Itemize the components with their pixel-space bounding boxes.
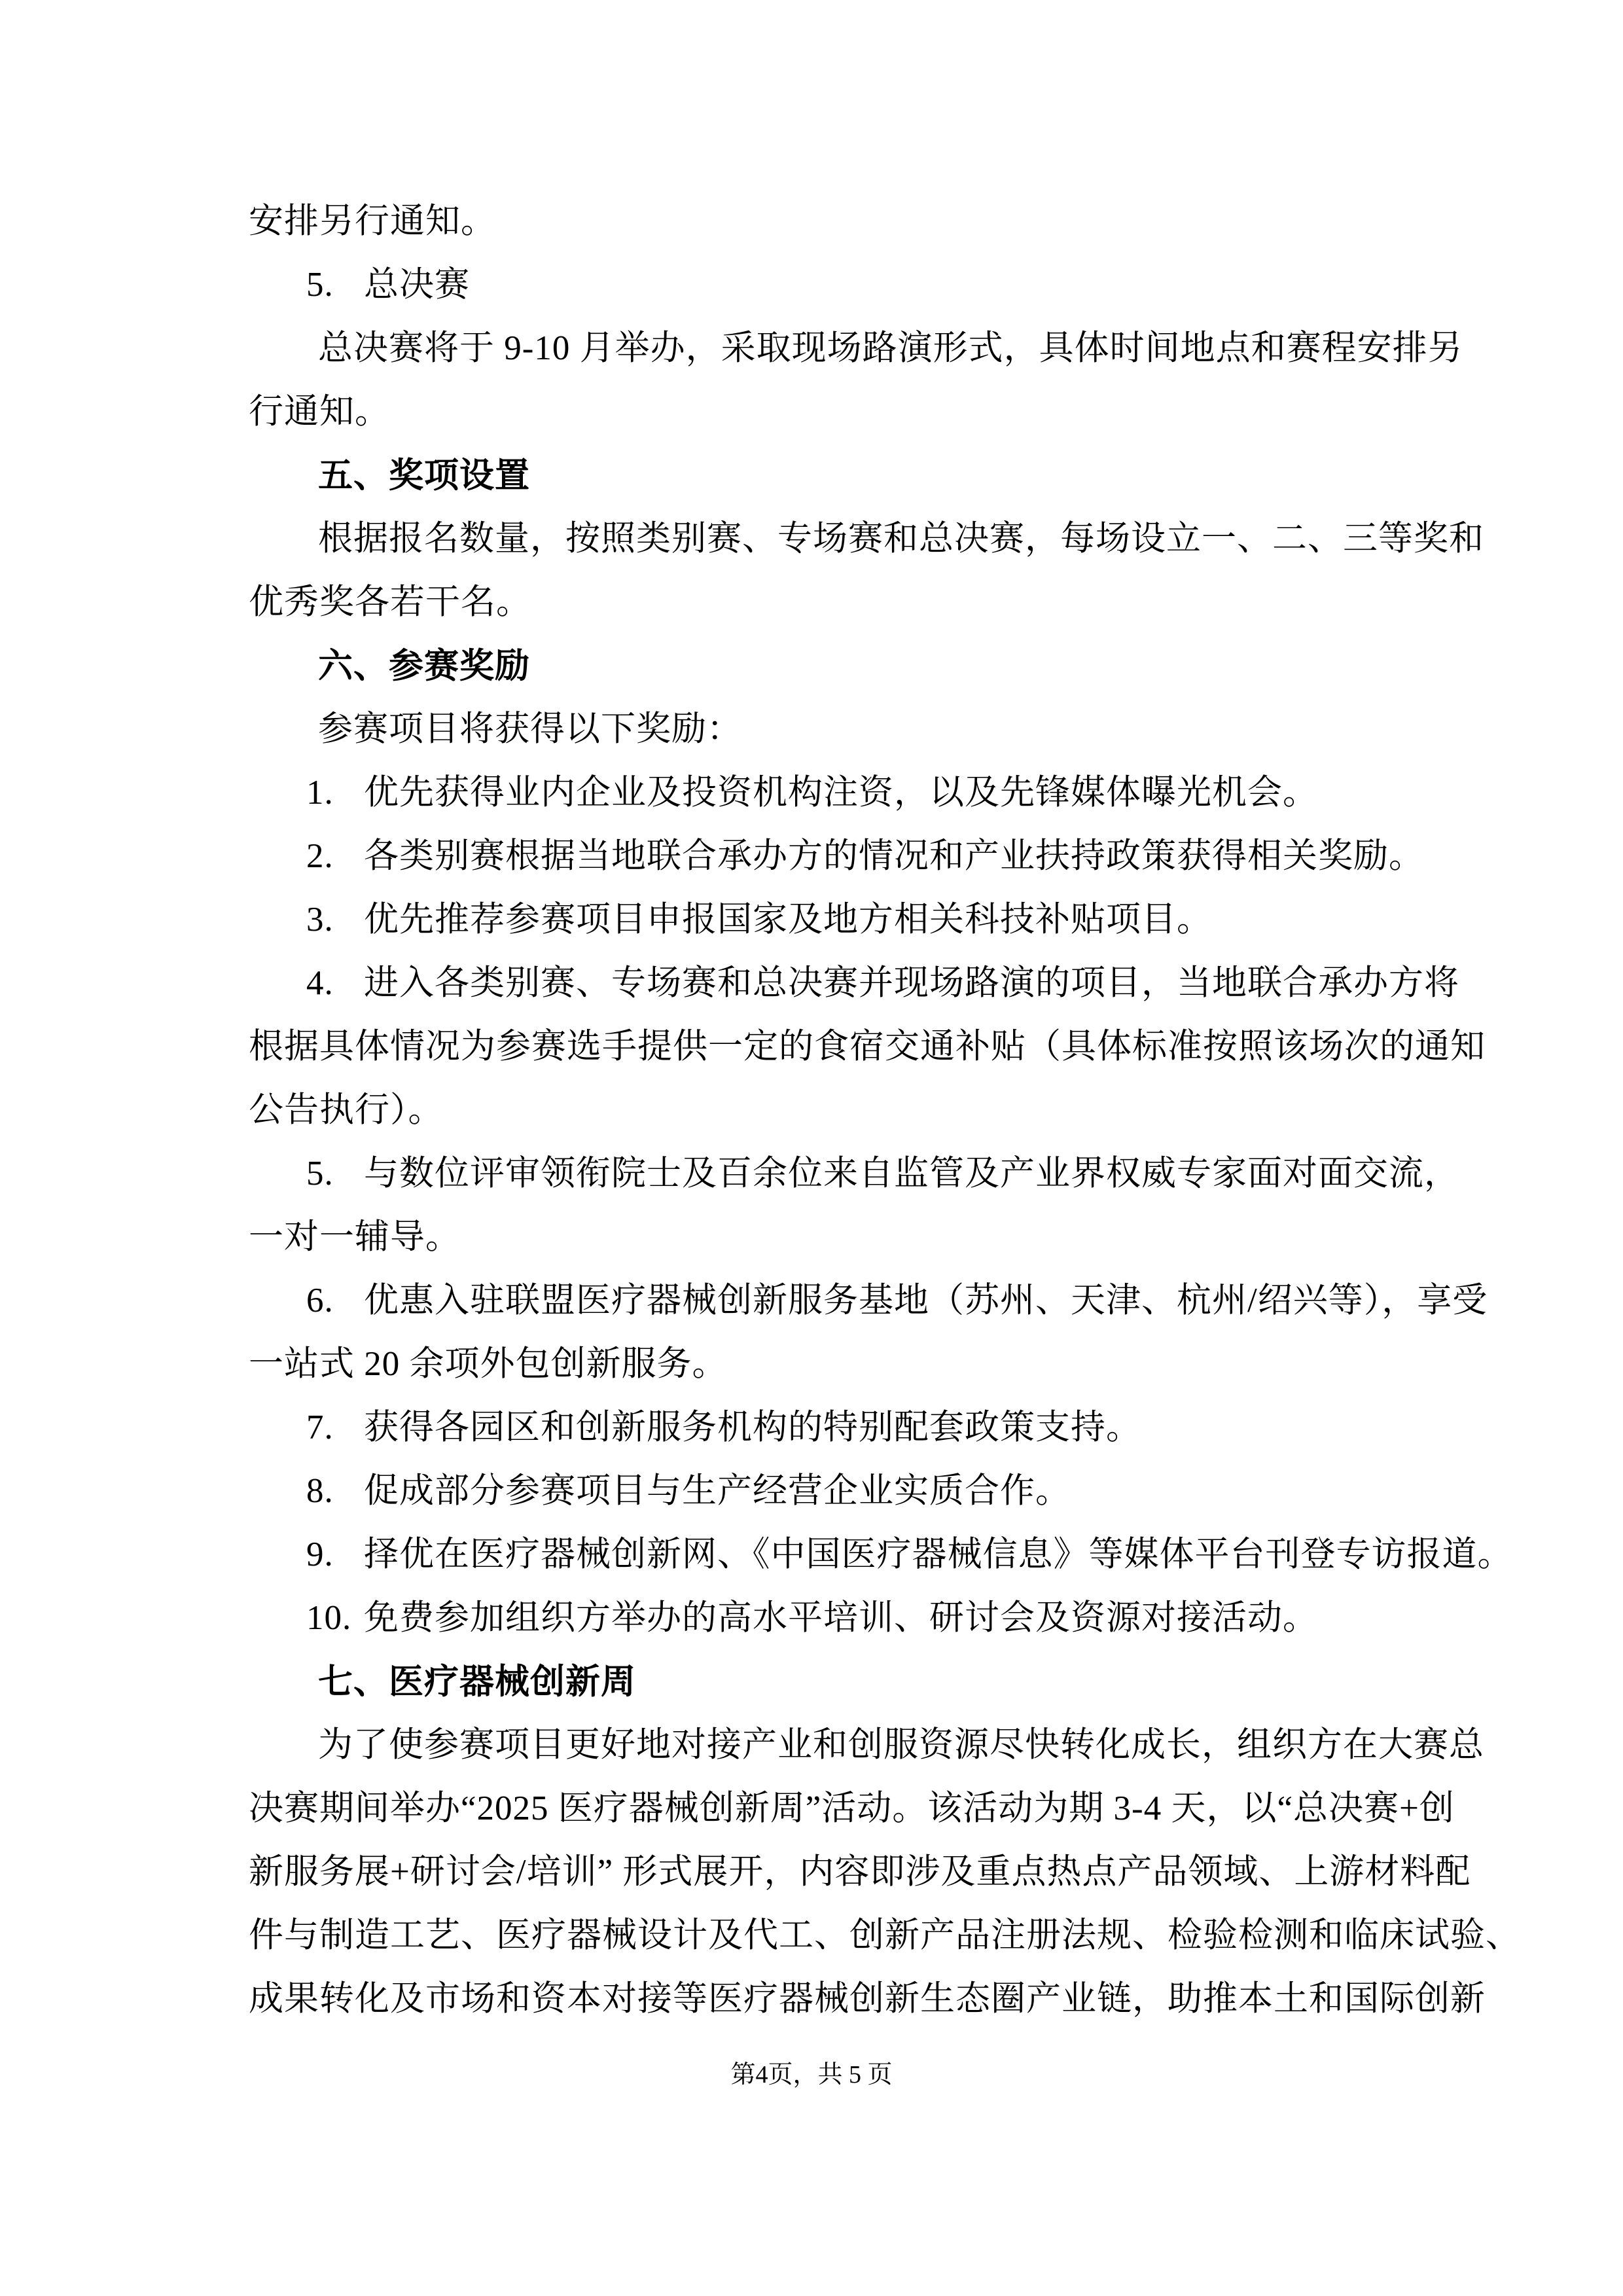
line-text: 六、参赛奖励 <box>318 647 530 685</box>
line-text: 择优在医疗器械创新网、《中国医疗器械信息》等媒体平台刊登专访报道。 <box>364 1535 1513 1573</box>
text-line <box>249 1333 1407 1396</box>
line-text: 一对一辅导。 <box>249 1218 461 1256</box>
line-text: 总决赛 <box>364 266 470 304</box>
text-line <box>249 1777 1455 1840</box>
line-text: 促成部分参赛项目与生产经营企业实质合作。 <box>364 1472 1071 1510</box>
page-footer <box>0 2055 1623 2094</box>
text-line <box>249 825 1424 888</box>
line-text: 七、医疗器械创新周 <box>318 1662 636 1701</box>
text-line <box>249 1967 1486 2031</box>
text-line <box>249 952 1459 1015</box>
text-line <box>249 1840 1471 1904</box>
text-line <box>249 1396 1407 1460</box>
text-line <box>249 571 1407 634</box>
list-number: 7. <box>306 1408 334 1446</box>
page-number-text: 第4页，共 5 页 <box>730 2061 893 2089</box>
line-text: 免费参加组织方举办的高水平培训、研讨会及资源对接活动。 <box>364 1599 1318 1637</box>
text-line <box>249 1269 1488 1333</box>
section-heading <box>249 1650 1407 1713</box>
list-number: 4. <box>306 964 334 1002</box>
text-line <box>249 253 1407 317</box>
list-number: 1. <box>306 774 334 812</box>
line-text: 安排另行通知。 <box>249 202 496 240</box>
text-line <box>249 190 1407 253</box>
document-body <box>249 190 1521 2031</box>
list-number: 8. <box>306 1472 334 1510</box>
line-text: 行通知。 <box>249 393 390 431</box>
text-line <box>249 1904 1521 1967</box>
list-number: 2. <box>306 837 334 875</box>
section-heading <box>249 444 1407 507</box>
line-text: 优先获得业内企业及投资机构注资，以及先锋媒体曝光机会。 <box>364 774 1318 812</box>
text-line <box>249 1015 1486 1079</box>
list-number: 5. <box>306 266 334 304</box>
line-text: 件与制造工艺、医疗器械设计及代工、创新产品注册法规、检验检测和临床试验、 <box>249 1916 1521 1954</box>
text-line <box>249 380 1407 444</box>
text-line <box>249 1079 1407 1142</box>
list-number: 9. <box>306 1535 334 1573</box>
line-text: 为了使参赛项目更好地对接产业和创服资源尽快转化成长，组织方在大赛总 <box>318 1726 1484 1764</box>
line-text: 参赛项目将获得以下奖励： <box>318 710 742 748</box>
line-text: 优先推荐参赛项目申报国家及地方相关科技补贴项目。 <box>364 901 1212 939</box>
list-number: 3. <box>306 901 334 939</box>
text-line <box>249 888 1407 952</box>
text-line <box>249 761 1407 825</box>
text-line <box>249 1713 1484 1777</box>
list-number: 6. <box>306 1282 334 1319</box>
line-text: 根据具体情况为参赛选手提供一定的食宿交通补贴（具体标准按照该场次的通知 <box>249 1028 1486 1066</box>
text-line <box>249 698 1407 761</box>
text-line <box>249 1460 1407 1523</box>
list-number: 10. <box>306 1599 352 1637</box>
line-text: 五、奖项设置 <box>318 456 530 495</box>
line-text: 与数位评审领衔院士及百余位来自监管及产业界权威专家面对面交流， <box>364 1155 1459 1193</box>
line-text: 新服务展+研讨会/培训” 形式展开，内容即涉及重点热点产品领域、上游材料配 <box>249 1853 1471 1891</box>
line-text: 优惠入驻联盟医疗器械创新服务基地（苏州、天津、杭州/绍兴等），享受 <box>364 1282 1488 1319</box>
line-text: 进入各类别赛、专场赛和总决赛并现场路演的项目，当地联合承办方将 <box>364 964 1459 1002</box>
line-text: 公告执行）。 <box>249 1091 444 1129</box>
line-text: 成果转化及市场和资本对接等医疗器械创新生态圈产业链，助推本土和国际创新 <box>249 1980 1486 2018</box>
line-text: 优秀奖各若干名。 <box>249 583 531 621</box>
text-line <box>249 507 1484 571</box>
line-text: 一站式 20 余项外包创新服务。 <box>249 1345 728 1383</box>
text-line <box>249 317 1463 380</box>
list-number: 5. <box>306 1155 334 1193</box>
line-text: 各类别赛根据当地联合承办方的情况和产业扶持政策获得相关奖励。 <box>364 837 1424 875</box>
text-line <box>249 1206 1407 1269</box>
section-heading <box>249 634 1407 698</box>
line-text: 根据报名数量，按照类别赛、专场赛和总决赛，每场设立一、二、三等奖和 <box>318 520 1484 558</box>
text-line <box>249 1523 1513 1587</box>
line-text: 总决赛将于 9-10 月举办，采取现场路演形式，具体时间地点和赛程安排另 <box>318 329 1463 367</box>
text-line <box>249 1587 1407 1650</box>
line-text: 获得各园区和创新服务机构的特别配套政策支持。 <box>364 1408 1141 1446</box>
line-text: 决赛期间举办“2025 医疗器械创新周”活动。该活动为期 3-4 天，以“总决赛+创 <box>249 1789 1455 1827</box>
text-line <box>249 1142 1459 1206</box>
